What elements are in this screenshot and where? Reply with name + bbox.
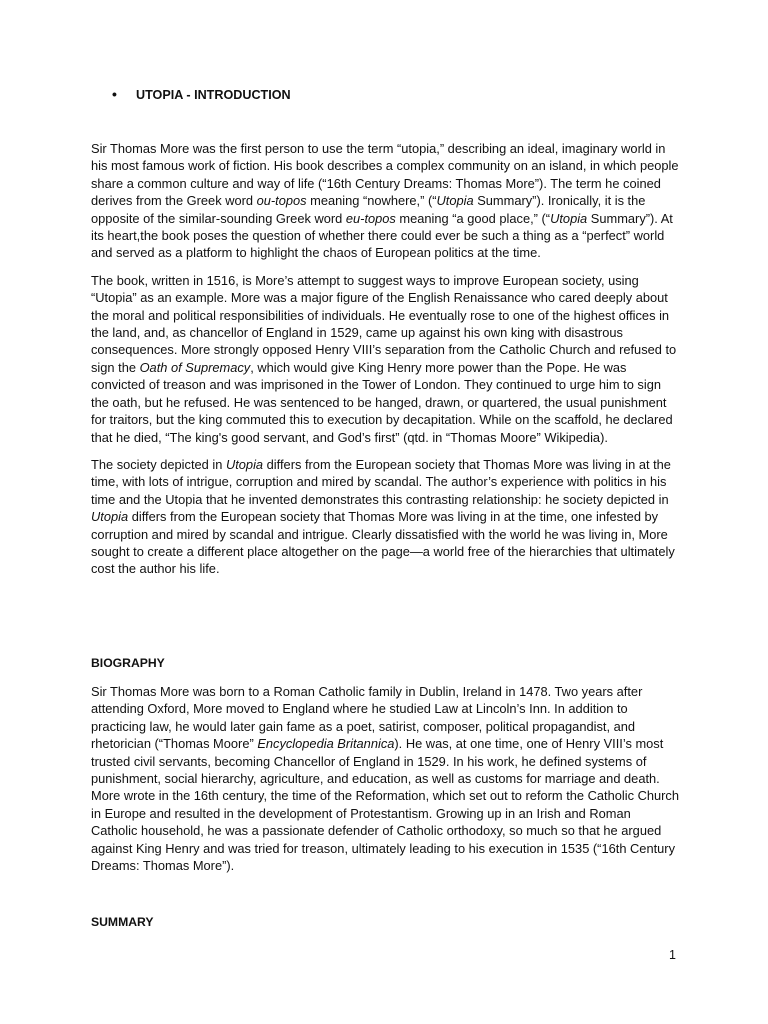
paragraph-book-1516: The book, written in 1516, is More’s attempt to suggest ways to improve European society, using “Utopia” as an example. More was a major figure of the English Renaissance who cared deeply about the moral and political responsibilities of individuals. He eventually rose to one of the highest offices in the land, and, as chancellor of England in 1529, came up against his own king with disastrous consequences. More strongly opposed Henry VIII’s separation from the Catholic Church and refused to sign the Oath of Supremacy, which would give King Henry more power than the Pope. He was convicted of treason and was imprisoned in the Tower of London. They continued to urge him to sign the oath, but he refused. He was sentenced to be hanged, drawn, or quartered, the usual punishment for traitors, but the king commuted this to execution by decapitation. While on the scaffold, he declared that he died, “The king's good servant, and God’s first” (qtd. in “Thomas Moore” Wikipedia). <box>91 272 677 445</box>
body-text-biography <box>91 683 679 884</box>
biography-heading: BIOGRAPHY <box>91 656 165 670</box>
intro-heading: UTOPIA - INTRODUCTION <box>136 88 291 102</box>
bullet-icon: • <box>112 86 117 102</box>
paragraph-utopia-term: Sir Thomas More was the first person to use the term “utopia,” describing an ideal, imaginary world in his most famous work of fiction. His book describes a complex community on an island, in which people share a common culture and way of life (“16th Century Dreams: Thomas More”). The term he coined derives from the Greek word ou-topos meaning “nowhere,” (“Utopia Summary”). Ironically, it is the opposite of the similar-sounding Greek word eu-topos meaning “a good place,” (“Utopia Summary”). At its heart,the book poses the question of whether there could ever be such a thing as a “perfect” world and served as a platform to highlight the chaos of European politics at the time. <box>91 141 679 261</box>
page-number: 1 <box>669 948 676 962</box>
paragraph-society: The society depicted in Utopia differs from the European society that Thomas More was living in at the time, with lots of intrigue, corruption and mired by scandal. The author’s experience with politics in his time and the Utopia that he invented demonstrates this contrasting relationship: he society depicted in Utopia differs from the European society that Thomas More was living in at the time, one infested by corruption and mired by scandal and intrigue. Clearly dissatisfied with the world he was living in, More sought to create a different place altogether on the page—a world free of the hierarchies that ultimately cost the author his life. <box>91 456 675 577</box>
body-text-intro <box>91 140 679 588</box>
paragraph-biography: Sir Thomas More was born to a Roman Catholic family in Dublin, Ireland in 1478. Two years after attending Oxford, More moved to England where he studied Law at Lincoln’s Inn. In addition to practicing law, he would later gain fame as a poet, satirist, composer, political propagandist, and rhetorician (“Thomas Moore” Encyclopedia Britannica). He was, at one time, one of Henry VIII’s most trusted civil servants, becoming Chancellor of England in 1529. In his work, he defined systems of punishment, social hierarchy, agriculture, and education, as well as customs for marriage and death. More wrote in the 16th century, the time of the Reformation, which set out to reform the Catholic Church in Europe and resulted in the development of Protestantism. Growing up in an Irish and Roman Catholic household, he was a passionate defender of Catholic orthodoxy, so much so that he argued against King Henry and was tried for treason, ultimately leading to his execution in 1535 (“16th Century Dreams: Thomas More”). <box>91 684 679 874</box>
summary-heading: SUMMARY <box>91 915 154 929</box>
intro-heading-row <box>112 86 291 104</box>
